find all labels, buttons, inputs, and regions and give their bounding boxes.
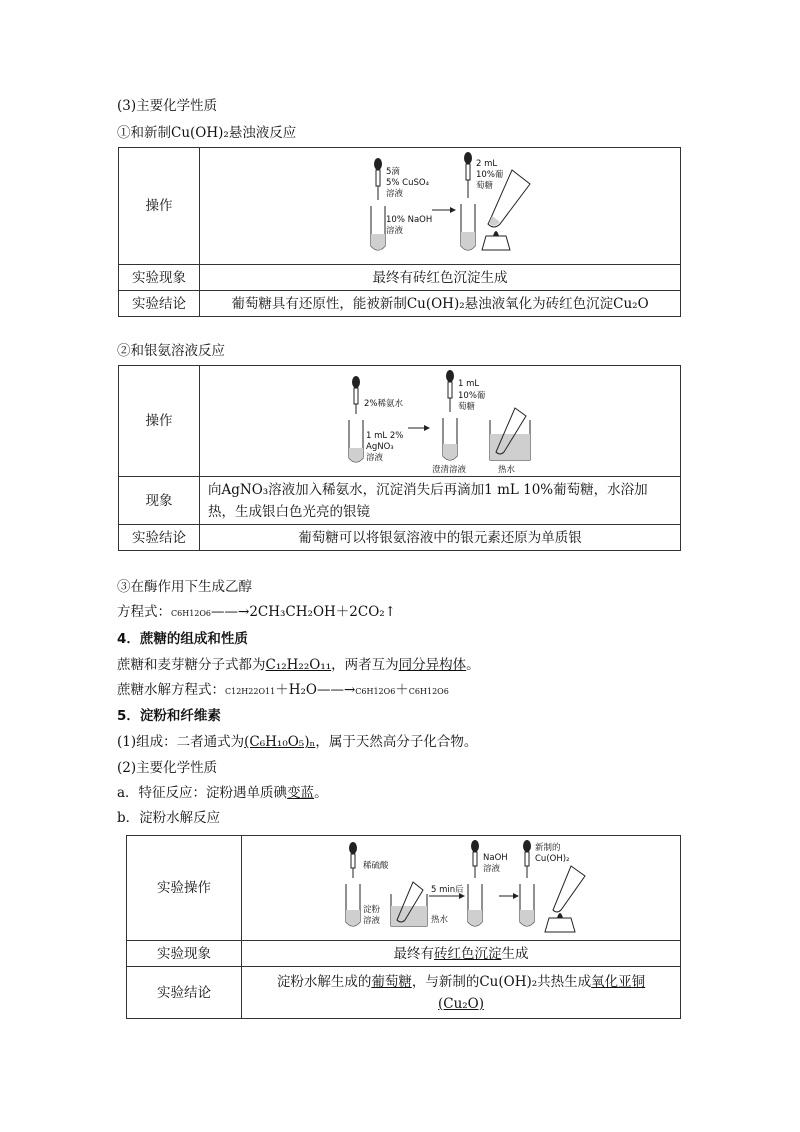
fig-label: 10% NaOH — [386, 215, 433, 225]
fig-label: 淀粉 — [363, 905, 381, 915]
fig-label: 溶液 — [363, 916, 381, 926]
ag-table — [118, 365, 681, 551]
paragraph — [117, 656, 480, 674]
fig-label: 热水 — [498, 465, 516, 474]
formula: C6H12O6 — [355, 687, 396, 696]
enzyme-equation — [117, 603, 396, 623]
row-label: 实验结论 — [119, 525, 200, 551]
fig-label: 溶液 — [366, 453, 384, 463]
fig-label: NaOH — [483, 853, 508, 863]
paragraph: (2)主要化学性质 — [117, 760, 218, 776]
fig-label: 1 mL 2% — [366, 431, 404, 441]
reaction-arrow: ——→ — [211, 604, 250, 620]
formula: (C₆H₁₀O₅)ₙ — [244, 734, 316, 750]
section-heading: 4．蔗糖的组成和性质 — [117, 631, 248, 647]
section-heading: 5．淀粉和纤维素 — [117, 708, 221, 724]
row-value — [242, 967, 681, 1019]
table-row — [119, 265, 681, 291]
fig-label: 稀硫酸 — [363, 861, 389, 871]
row-value-line — [248, 993, 674, 1015]
row-label: 实验现象 — [119, 265, 200, 291]
fig-label: 1 mL — [458, 379, 480, 389]
row-label: 实验结论 — [119, 291, 200, 317]
formula: C12H22O11 — [225, 687, 276, 696]
ag-reaction-title: ②和银氨溶液反应 — [117, 343, 225, 359]
row-label: 实验结论 — [127, 967, 242, 1019]
table-row — [127, 836, 681, 941]
ag-experiment-figure — [340, 368, 540, 474]
table-row — [119, 525, 681, 551]
fig-label: 5滴 — [386, 167, 400, 177]
text: 最终有 — [393, 945, 434, 962]
text: 生成 — [501, 945, 529, 962]
row-value — [242, 941, 681, 967]
row-label: 实验现象 — [127, 941, 242, 967]
cu-experiment-figure — [340, 150, 540, 262]
text: (1)组成：二者通式为 — [117, 734, 245, 750]
fig-label: 溶液 — [483, 864, 501, 874]
text: 蔗糖和麦芽糖分子式都为 — [117, 657, 266, 673]
operation-figure-cell — [200, 366, 681, 477]
row-value: 葡萄糖具有还原性，能被新制Cu(OH)₂悬浊液氧化为砖红色沉淀Cu₂O — [200, 291, 681, 317]
table-row — [119, 148, 681, 265]
table-row — [127, 941, 681, 967]
row-value: 最终有砖红色沉淀生成 — [200, 265, 681, 291]
answer: 氧化亚铜 — [591, 973, 646, 990]
formula: C₁₂H₂₂O₁₁ — [265, 657, 332, 673]
table-row — [127, 967, 681, 1019]
fig-label: 新制的 — [535, 843, 561, 853]
eq-label: 方程式： — [117, 604, 171, 620]
row-label: 现象 — [119, 477, 200, 525]
fig-label: 10%葡 — [476, 170, 504, 180]
row-value-line — [248, 971, 674, 993]
cu-table — [118, 147, 681, 317]
section-title: (3)主要化学性质 — [117, 98, 218, 114]
text: ，与新制的Cu(OH)₂共热生成 — [411, 973, 592, 990]
row-value-line: 向AgNO₃溶液加入稀氨水，沉淀消失后再滴加1 mL 10%葡萄糖，水浴加 — [208, 481, 648, 498]
table-row — [119, 291, 681, 317]
formula: C6H12O6 — [171, 609, 212, 618]
operation-figure-cell — [200, 148, 681, 265]
text: ，两者互为 — [331, 657, 399, 673]
formula: C6H12O6 — [408, 687, 449, 696]
text: ＋ — [395, 682, 409, 698]
fig-label: 澄清溶液 — [432, 465, 467, 474]
cu-reaction-title: ①和新制Cu(OH)₂悬浊液反应 — [117, 125, 297, 141]
answer: 砖红色沉淀 — [434, 945, 502, 962]
fig-label: 10%葡 — [458, 391, 486, 401]
paragraph — [117, 784, 328, 802]
text: 。 — [314, 785, 328, 801]
formula: 2CH₃CH₂OH＋2CO₂↑ — [249, 604, 396, 620]
fig-label: 萄糖 — [476, 181, 494, 191]
text: 。 — [466, 657, 480, 673]
paragraph — [117, 733, 477, 751]
fig-label: Cu(OH)₂ — [535, 854, 570, 864]
enzyme-title: ③在酶作用下生成乙醇 — [117, 579, 252, 595]
row-value: 葡萄糖可以将银氨溶液中的银元素还原为单质银 — [200, 525, 681, 551]
row-label: 操作 — [119, 366, 200, 477]
fig-label: 5 min后 — [431, 885, 464, 895]
fig-label: 萄糖 — [458, 402, 476, 412]
fig-label: 2 mL — [476, 159, 498, 169]
answer: 同分异构体 — [398, 657, 467, 673]
starch-experiment-figure — [331, 838, 591, 938]
fig-label: 溶液 — [386, 189, 404, 199]
table-row — [119, 477, 681, 525]
paragraph: b．淀粉水解反应 — [117, 810, 221, 826]
fig-label: AgNO₃ — [366, 442, 394, 452]
answer: (Cu₂O) — [437, 995, 485, 1012]
row-label: 实验操作 — [127, 836, 242, 941]
fig-label: 2%稀氨水 — [364, 399, 403, 409]
text: 淀粉水解生成的 — [276, 973, 372, 990]
sucrose-equation — [117, 681, 449, 701]
starch-table — [126, 835, 681, 1019]
answer: 葡萄糖 — [371, 973, 412, 990]
formula: ＋H₂O——→ — [275, 682, 356, 698]
fig-label: 热水 — [431, 915, 449, 925]
row-value — [200, 477, 681, 525]
eq-label: 蔗糖水解方程式： — [117, 682, 225, 698]
fig-label: 5% CuSO₄ — [386, 178, 430, 188]
table-row — [119, 366, 681, 477]
text: a．特征反应：淀粉遇单质碘 — [117, 785, 288, 801]
text: ，属于天然高分子化合物。 — [315, 734, 478, 750]
answer: 变蓝 — [287, 785, 315, 801]
row-label: 操作 — [119, 148, 200, 265]
operation-figure-cell — [242, 836, 681, 941]
fig-label: 溶液 — [386, 226, 404, 236]
row-value-line: 热，生成银白色光亮的银镜 — [208, 503, 370, 520]
